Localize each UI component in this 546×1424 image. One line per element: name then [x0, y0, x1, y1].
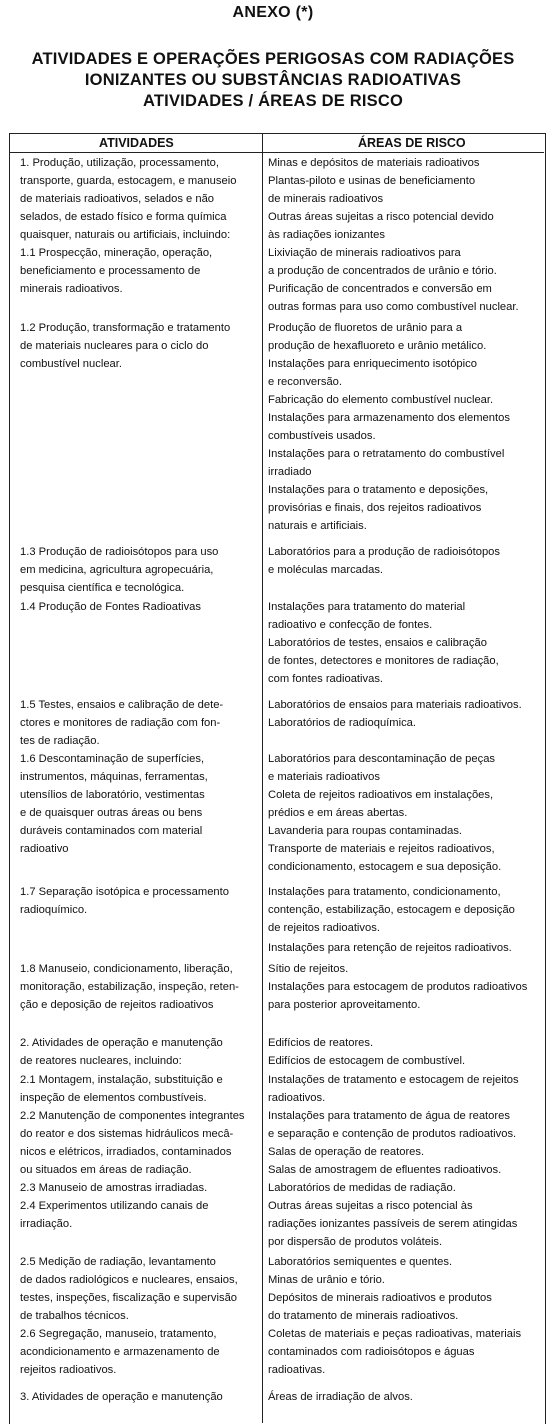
atividade-text-line: em medicina, agricultura agropecuária,	[20, 564, 214, 576]
atividade-text-line: e de quaisquer outras áreas ou bens	[20, 807, 203, 819]
area-de-risco-text-line: naturais e artificiais.	[268, 520, 367, 532]
column-header-areas-de-risco: ÁREAS DE RISCO	[358, 136, 466, 150]
atividade-text-line: nicos e elétricos, irradiados, contaminados	[20, 1146, 232, 1158]
area-de-risco-text-line: produção de hexafluoreto e urânio metálico.	[268, 340, 487, 352]
area-de-risco-text-line: do tratamento de minerais radioativos.	[268, 1310, 459, 1322]
atividade-text-line: acondicionamento e armazenamento de	[20, 1346, 220, 1358]
atividade-text-line: de materiais radioativos, selados e não	[20, 193, 215, 205]
atividade-text-line: utensílios de laboratório, vestimentas	[20, 789, 205, 801]
atividade-text-line: transporte, guarda, estocagem, e manuseio	[20, 175, 237, 187]
area-de-risco-text-line: de fontes, detectores e monitores de radiação,	[268, 655, 499, 667]
atividade-text-line: inspeção de elementos combustíveis.	[20, 1092, 207, 1104]
area-de-risco-text-line: Purificação de concentrados e conversão em	[268, 283, 492, 295]
area-de-risco-text-line: Laboratórios de radioquímica.	[268, 717, 417, 729]
area-de-risco-text-line: com fontes radioativas.	[268, 673, 384, 685]
atividade-text-line: 1.7 Separação isotópica e processamento	[20, 886, 229, 898]
area-de-risco-text-line: Fabricação do elemento combustível nuclear.	[268, 394, 494, 406]
atividade-text-line: de reatores nucleares, incluindo:	[20, 1055, 182, 1067]
atividade-text-line: 2.6 Segregação, manuseio, tratamento,	[20, 1328, 217, 1340]
atividade-text-line: de dados radiológicos e nucleares, ensaios,	[20, 1274, 238, 1286]
area-de-risco-text-line: provisórias e finais, dos rejeitos radioativos	[268, 502, 482, 514]
area-de-risco-text-line: Instalações para tratamento, condicionamento,	[268, 886, 501, 898]
atividade-text-line: combustível nuclear.	[20, 358, 122, 370]
area-de-risco-text-line: Lixiviação de minerais radioativos para	[268, 247, 461, 259]
area-de-risco-text-line: Minas de urânio e tório.	[268, 1274, 385, 1286]
atividade-text-line: radioquímico.	[20, 904, 88, 916]
atividade-text-line: do reator e dos sistemas hidráulicos mecâ-	[20, 1128, 234, 1140]
atividade-text-line: de trabalhos técnicos.	[20, 1310, 129, 1322]
area-de-risco-text-line: Instalações de tratamento e estocagem de rejeitos	[268, 1074, 519, 1086]
area-de-risco-text-line: de rejeitos radioativos.	[268, 922, 380, 934]
atividade-text-line: 2.4 Experimentos utilizando canais de	[20, 1200, 209, 1212]
atividade-text-line: 2.3 Manuseio de amostras irradiadas.	[20, 1182, 208, 1194]
area-de-risco-text-line: Instalações para estocagem de produtos radioativos	[268, 981, 528, 993]
area-de-risco-text-line: Instalações para o tratamento e deposições,	[268, 484, 489, 496]
area-de-risco-text-line: radioativas.	[268, 1364, 326, 1376]
area-de-risco-text-line: Coleta de rejeitos radioativos em instalações,	[268, 789, 494, 801]
atividade-text-line: monitoração, estabilização, inspeção, reten-	[20, 981, 239, 993]
atividade-text-line: 1.8 Manuseio, condicionamento, liberação,	[20, 963, 233, 975]
document-title-line-2: IONIZANTES OU SUBSTÂNCIAS RADIOATIVAS	[84, 71, 462, 89]
atividade-text-line: beneficiamento e processamento de	[20, 265, 201, 277]
atividade-text-line: instrumentos, máquinas, ferramentas,	[20, 771, 208, 783]
area-de-risco-text-line: Coletas de materiais e peças radioativas, materiais	[268, 1328, 522, 1340]
atividade-text-line: 1.3 Produção de radioisótopos para uso	[20, 546, 219, 558]
area-de-risco-text-line: por dispersão de produtos voláteis.	[268, 1236, 443, 1248]
atividade-text-line: 3. Atividades de operação e manutenção	[20, 1391, 223, 1403]
area-de-risco-text-line: contenção, estabilização, estocagem e deposição	[268, 904, 515, 916]
header-divider	[9, 152, 544, 153]
area-de-risco-text-line: Outras áreas sujeitas a risco potencial devido	[268, 211, 494, 223]
atividade-text-line: radioativo	[20, 843, 69, 855]
area-de-risco-text-line: Depósitos de minerais radioativos e produtos	[268, 1292, 492, 1304]
area-de-risco-text-line: radioativo e confecção de fontes.	[268, 619, 433, 631]
area-de-risco-text-line: a produção de concentrados de urânio e tório.	[268, 265, 497, 277]
area-de-risco-text-line: Instalações para tratamento do material	[268, 601, 466, 613]
area-de-risco-text-line: Instalações para retenção de rejeitos radioativos.	[268, 942, 512, 954]
atividade-text-line: minerais radioativos.	[20, 283, 123, 295]
atividade-text-line: ctores e monitores de radiação com fon-	[20, 717, 221, 729]
area-de-risco-text-line: Outras áreas sujeitas a risco potencial às	[268, 1200, 473, 1212]
area-de-risco-text-line: radioativos.	[268, 1092, 326, 1104]
document-title-line-3: ATIVIDADES / ÁREAS DE RISCO	[143, 92, 403, 110]
area-de-risco-text-line: irradiado	[268, 466, 312, 478]
area-de-risco-text-line: e separação e contenção de produtos radioativos.	[268, 1128, 517, 1140]
area-de-risco-text-line: Salas de operação de reatores.	[268, 1146, 425, 1158]
area-de-risco-text-line: Laboratórios semiquentes e quentes.	[268, 1256, 453, 1268]
area-de-risco-text-line: contaminados com radioisótopos e águas	[268, 1346, 475, 1358]
area-de-risco-text-line: Sítio de rejeitos.	[268, 963, 349, 975]
atividade-text-line: ção e deposição de rejeitos radioativos	[20, 999, 214, 1011]
atividade-text-line: de materiais nucleares para o ciclo do	[20, 340, 209, 352]
area-de-risco-text-line: Laboratórios para descontaminação de peças	[268, 753, 496, 765]
area-de-risco-text-line: e materiais radioativos	[268, 771, 380, 783]
atividade-text-line: tes de radiação.	[20, 735, 100, 747]
area-de-risco-text-line: Laboratórios de testes, ensaios e calibração	[268, 637, 487, 649]
annex-heading: ANEXO (*)	[232, 4, 314, 21]
atividade-text-line: irradiação.	[20, 1218, 73, 1230]
atividade-text-line: 2. Atividades de operação e manutenção	[20, 1037, 223, 1049]
area-de-risco-text-line: outras formas para uso como combustível nuclear.	[268, 301, 519, 313]
atividade-text-line: 1.4 Produção de Fontes Radioativas	[20, 601, 201, 613]
area-de-risco-text-line: Laboratórios de ensaios para materiais radioativos.	[268, 699, 522, 711]
atividade-text-line: testes, inspeções, fiscalização e supervisão	[20, 1292, 238, 1304]
atividade-text-line: duráveis contaminados com material	[20, 825, 203, 837]
area-de-risco-text-line: Instalações para armazenamento dos elementos	[268, 412, 510, 424]
atividade-text-line: 2.2 Manutenção de componentes integrantes	[20, 1110, 245, 1122]
document-title-line-1: ATIVIDADES E OPERAÇÕES PERIGOSAS COM RADIAÇÕES	[31, 50, 515, 68]
area-de-risco-text-line: Edifícios de estocagem de combustível.	[268, 1055, 466, 1067]
atividade-text-line: quaisquer, naturais ou artificiais, incluindo:	[20, 229, 231, 241]
area-de-risco-text-line: prédios e em áreas abertas.	[268, 807, 408, 819]
atividade-text-line: 2.1 Montagem, instalação, substituição e	[20, 1074, 223, 1086]
area-de-risco-text-line: radiações ionizantes passíveis de serem atingidas	[268, 1218, 518, 1230]
atividade-text-line: 1.6 Descontaminação de superfícies,	[20, 753, 205, 765]
area-de-risco-text-line: condicionamento, estocagem e sua deposição.	[268, 861, 502, 873]
atividade-text-line: ou situados em áreas de radiação.	[20, 1164, 192, 1176]
atividade-text-line: selados, de estado físico e forma química	[20, 211, 227, 223]
area-de-risco-text-line: Salas de amostragem de efluentes radioativos.	[268, 1164, 502, 1176]
atividade-text-line: pesquisa científica e tecnológica.	[20, 582, 185, 594]
atividade-text-line: 1. Produção, utilização, processamento,	[20, 157, 219, 169]
area-de-risco-text-line: combustíveis usados.	[268, 430, 376, 442]
area-de-risco-text-line: às radiações ionizantes	[268, 229, 385, 241]
area-de-risco-text-line: Minas e depósitos de materiais radioativos	[268, 157, 480, 169]
area-de-risco-text-line: Transporte de materiais e rejeitos radioativos,	[268, 843, 495, 855]
area-de-risco-text-line: Laboratórios de medidas de radiação.	[268, 1182, 456, 1194]
atividade-text-line: rejeitos radioativos.	[20, 1364, 117, 1376]
area-de-risco-text-line: Produção de fluoretos de urânio para a	[268, 322, 463, 334]
area-de-risco-text-line: Plantas-piloto e usinas de beneficiamento	[268, 175, 476, 187]
area-de-risco-text-line: de minerais radioativos	[268, 193, 384, 205]
area-de-risco-text-line: Laboratórios para a produção de radioisótopos	[268, 546, 500, 558]
area-de-risco-text-line: Instalações para tratamento de água de reatores	[268, 1110, 510, 1122]
atividade-text-line: 1.2 Produção, transformação e tratamento	[20, 322, 231, 334]
atividade-text-line: 1.1 Prospecção, mineração, operação,	[20, 247, 213, 259]
atividade-text-line: 1.5 Testes, ensaios e calibração de dete-	[20, 699, 224, 711]
column-header-atividades: ATIVIDADES	[99, 136, 174, 150]
area-de-risco-text-line: Lavanderia para roupas contaminadas.	[268, 825, 463, 837]
area-de-risco-text-line: e reconversão.	[268, 376, 343, 388]
area-de-risco-text-line: Edifícios de reatores.	[268, 1037, 374, 1049]
area-de-risco-text-line: Instalações para o retratamento do combustível	[268, 448, 505, 460]
area-de-risco-text-line: Instalações para enriquecimento isotópico	[268, 358, 477, 370]
atividade-text-line: 2.5 Medição de radiação, levantamento	[20, 1256, 216, 1268]
column-divider	[262, 133, 263, 1423]
area-de-risco-text-line: Áreas de irradiação de alvos.	[268, 1391, 413, 1403]
area-de-risco-text-line: e moléculas marcadas.	[268, 564, 384, 576]
area-de-risco-text-line: para posterior aproveitamento.	[268, 999, 421, 1011]
